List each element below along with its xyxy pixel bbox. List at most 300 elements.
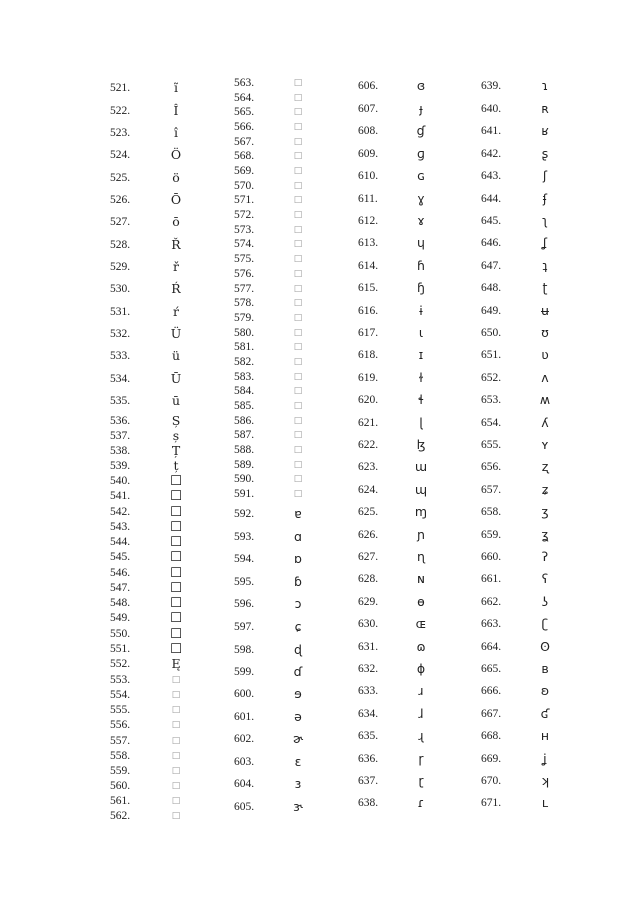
entry-glyph: ɝ	[293, 799, 303, 814]
entry-glyph: ū	[171, 393, 181, 408]
entry-glyph: ɗ	[293, 664, 303, 679]
table-row	[481, 169, 631, 183]
entry-number: 612.	[358, 215, 379, 227]
entry-number: 641.	[481, 125, 502, 137]
entry-number: 568.	[234, 150, 255, 162]
entry-glyph: Ŕ	[171, 281, 181, 296]
table-row	[481, 752, 631, 766]
entry-number: 590.	[234, 473, 255, 485]
entry-glyph: ɣ	[417, 191, 425, 206]
entry-number: 623.	[358, 461, 379, 473]
entry-number: 665.	[481, 663, 502, 675]
entry-number: 668.	[481, 730, 502, 742]
entry-number: 617.	[358, 327, 379, 339]
entry-number: 620.	[358, 394, 379, 406]
table-row	[481, 640, 631, 654]
entry-glyph: □	[293, 195, 303, 205]
entry-glyph: ʀ	[541, 101, 549, 116]
entry-number: 613.	[358, 237, 379, 249]
entry-number: 573.	[234, 224, 255, 236]
entry-glyph: ʔ	[541, 549, 549, 564]
entry-glyph: ɪ	[418, 347, 424, 362]
entry-glyph: ʚ	[540, 683, 550, 698]
entry-number: 544.	[110, 536, 131, 548]
entry-number: 580.	[234, 327, 255, 339]
entry-glyph: ü	[171, 348, 181, 363]
entry-number: 633.	[358, 685, 379, 697]
entry-glyph: Ę	[171, 656, 181, 671]
entry-glyph: ŕ	[173, 304, 179, 319]
table-row	[481, 79, 631, 93]
entry-glyph: □	[171, 736, 181, 746]
entry-glyph: □	[293, 181, 303, 191]
entry-number: 533.	[110, 350, 131, 362]
entry-glyph: ĩ	[174, 80, 178, 95]
entry-glyph: □	[293, 342, 303, 352]
entry-number: 645.	[481, 215, 502, 227]
entry-number: 586.	[234, 415, 255, 427]
entry-glyph: ɟ	[419, 101, 423, 116]
entry-number: 652.	[481, 372, 502, 384]
entry-glyph: □	[293, 357, 303, 367]
entry-number: 642.	[481, 148, 502, 160]
entry-number: 666.	[481, 685, 502, 697]
entry-number: 554.	[110, 689, 131, 701]
entry-number: 558.	[110, 750, 131, 762]
entry-glyph: □	[293, 298, 303, 308]
entry-glyph: ʟ	[541, 795, 549, 810]
entry-number: 583.	[234, 371, 255, 383]
table-row	[481, 460, 631, 474]
table-row	[481, 550, 631, 564]
entry-number: 547.	[110, 582, 131, 594]
entry-glyph: ɚ	[292, 731, 304, 746]
entry-number: 539.	[110, 460, 131, 472]
entry-number: 535.	[110, 395, 131, 407]
entry-number: 524.	[110, 149, 131, 161]
entry-number: 534.	[110, 373, 131, 385]
entry-number: 659.	[481, 529, 502, 541]
entry-number: 603.	[234, 756, 255, 768]
entry-glyph: Ū	[170, 371, 182, 386]
entry-number: 551.	[110, 643, 131, 655]
table-row	[481, 102, 631, 116]
entry-number: 588.	[234, 444, 255, 456]
entry-glyph: ɿ	[541, 78, 549, 93]
entry-number: 605.	[234, 801, 255, 813]
entry-number: 646.	[481, 237, 502, 249]
entry-glyph: ʙ	[541, 661, 549, 676]
entry-glyph: ʏ	[541, 437, 549, 452]
entry-glyph: ɳ	[416, 549, 426, 564]
entry-number: 669.	[481, 753, 502, 765]
table-row	[481, 729, 631, 743]
table-row	[481, 774, 631, 788]
entry-glyph: ɘ	[294, 686, 302, 701]
table-row	[481, 192, 631, 206]
entry-glyph: ʉ	[541, 303, 549, 318]
entry-number: 637.	[358, 775, 379, 787]
entry-number: 578.	[234, 297, 255, 309]
entry-glyph: ɩ	[418, 325, 424, 340]
entry-glyph: ☐	[169, 534, 183, 550]
entry-glyph: ☐	[169, 488, 183, 504]
entry-number: 655.	[481, 439, 502, 451]
entry-glyph: ʝ	[543, 751, 547, 766]
entry-glyph: ɮ	[416, 437, 426, 452]
entry-glyph: ʇ	[542, 258, 548, 273]
table-row	[481, 416, 631, 430]
entry-glyph: ʕ	[541, 571, 549, 586]
entry-number: 599.	[234, 666, 255, 678]
entry-number: 628.	[358, 573, 379, 585]
table-row	[481, 662, 631, 676]
entry-glyph: ɵ	[417, 594, 425, 609]
entry-glyph: □	[293, 445, 303, 455]
table-row	[481, 281, 631, 295]
entry-number: 566.	[234, 121, 255, 133]
entry-number: 658.	[481, 506, 502, 518]
entry-glyph: □	[171, 675, 181, 685]
entry-number: 574.	[234, 238, 255, 250]
table-row	[481, 796, 631, 810]
entry-glyph: ɠ	[416, 123, 426, 138]
entry-glyph: ☐	[169, 519, 183, 535]
entry-number: 593.	[234, 531, 255, 543]
entry-number: 625.	[358, 506, 379, 518]
entry-number: 629.	[358, 596, 379, 608]
entry-number: 560.	[110, 780, 131, 792]
entry-glyph: ș	[172, 428, 180, 443]
table-row	[481, 124, 631, 138]
entry-number: 661.	[481, 573, 502, 585]
entry-glyph: □	[293, 401, 303, 411]
entry-number: 570.	[234, 180, 255, 192]
entry-glyph: □	[171, 751, 181, 761]
entry-number: 597.	[234, 621, 255, 633]
entry-number: 559.	[110, 765, 131, 777]
entry-glyph: □	[293, 372, 303, 382]
entry-number: 670.	[481, 775, 502, 787]
entry-glyph: ɯ	[414, 459, 428, 474]
entry-glyph: ɱ	[414, 504, 428, 519]
entry-number: 606.	[358, 80, 379, 92]
entry-glyph: ʑ	[541, 482, 549, 497]
entry-glyph: ɷ	[416, 639, 426, 654]
entry-number: 576.	[234, 268, 255, 280]
table-row	[481, 707, 631, 721]
entry-glyph: ʈ	[542, 280, 548, 295]
entry-glyph: ʌ	[541, 370, 549, 385]
entry-glyph: ɥ	[417, 235, 425, 250]
entry-glyph: □	[293, 107, 303, 117]
entry-glyph: ʞ	[540, 773, 550, 788]
entry-number: 567.	[234, 136, 255, 148]
entry-number: 562.	[110, 810, 131, 822]
entry-number: 528.	[110, 239, 131, 251]
entry-number: 653.	[481, 394, 502, 406]
entry-glyph: ʎ	[541, 415, 549, 430]
entry-number: 638.	[358, 797, 379, 809]
entry-glyph: ɑ	[294, 529, 302, 544]
entry-number: 569.	[234, 165, 255, 177]
entry-number: 521.	[110, 82, 131, 94]
entry-glyph: ō	[172, 214, 180, 229]
entry-glyph: □	[293, 137, 303, 147]
entry-number: 529.	[110, 261, 131, 273]
entry-glyph: □	[171, 690, 181, 700]
entry-number: 548.	[110, 597, 131, 609]
entry-glyph: ɛ	[294, 754, 302, 769]
entry-glyph: ʊ	[541, 325, 549, 340]
table-row	[481, 684, 631, 698]
entry-number: 595.	[234, 576, 255, 588]
entry-number: 545.	[110, 551, 131, 563]
entry-glyph: ɓ	[294, 574, 302, 589]
entry-number: 614.	[358, 260, 379, 272]
entry-number: 640.	[481, 103, 502, 115]
entry-glyph: ɸ	[416, 661, 426, 676]
entry-number: 587.	[234, 429, 255, 441]
entry-number: 530.	[110, 283, 131, 295]
entry-glyph: □	[293, 474, 303, 484]
entry-number: 660.	[481, 551, 502, 563]
table-row	[481, 528, 631, 542]
entry-glyph: ɽ	[418, 773, 424, 788]
entry-number: 651.	[481, 349, 502, 361]
entry-glyph: ʃ	[542, 168, 548, 183]
entry-number: 611.	[358, 193, 378, 205]
entry-glyph: ʓ	[541, 527, 549, 542]
entry-glyph: ɡ	[417, 146, 425, 161]
table-row	[481, 147, 631, 161]
entry-glyph: ɧ	[417, 280, 425, 295]
entry-number: 631.	[358, 641, 379, 653]
entry-number: 610.	[358, 170, 379, 182]
entry-number: 526.	[110, 194, 131, 206]
entry-glyph: ɴ	[417, 571, 425, 586]
entry-glyph: □	[293, 269, 303, 279]
entry-number: 634.	[358, 708, 379, 720]
entry-glyph: ☐	[169, 580, 183, 596]
table-row	[481, 371, 631, 385]
table-row	[481, 236, 631, 250]
entry-number: 575.	[234, 253, 255, 265]
entry-number: 541.	[110, 490, 131, 502]
entry-number: 563.	[234, 77, 255, 89]
entry-glyph: ʂ	[541, 146, 549, 161]
table-row	[481, 572, 631, 586]
entry-number: 572.	[234, 209, 255, 221]
entry-number: 538.	[110, 445, 131, 457]
table-row	[481, 483, 631, 497]
entry-glyph: □	[171, 781, 181, 791]
entry-number: 615.	[358, 282, 379, 294]
entry-number: 532.	[110, 328, 131, 340]
entry-number: 626.	[358, 529, 379, 541]
entry-number: 627.	[358, 551, 379, 563]
entry-number: 591.	[234, 488, 255, 500]
entry-glyph: ț	[173, 458, 179, 473]
entry-number: 577.	[234, 283, 255, 295]
entry-glyph: ɹ	[418, 683, 424, 698]
entry-glyph: ʆ	[542, 235, 548, 250]
entry-glyph: ʍ	[539, 392, 551, 407]
entry-glyph: □	[171, 766, 181, 776]
entry-glyph: ɨ	[419, 303, 423, 318]
entry-glyph: □	[293, 430, 303, 440]
entry-number: 557.	[110, 735, 131, 747]
entry-glyph: ɬ	[417, 392, 425, 407]
entry-glyph: Ö	[170, 147, 182, 162]
table-row	[481, 505, 631, 519]
entry-number: 667.	[481, 708, 502, 720]
entry-number: 644.	[481, 193, 502, 205]
entry-number: 636.	[358, 753, 379, 765]
entry-glyph: ɭ	[419, 415, 423, 430]
entry-number: 565.	[234, 106, 255, 118]
entry-number: 601.	[234, 711, 255, 723]
entry-glyph: ɒ	[294, 551, 302, 566]
entry-glyph: □	[293, 239, 303, 249]
entry-glyph: ʛ	[540, 706, 550, 721]
entry-number: 600.	[234, 688, 255, 700]
entry-glyph: ɲ	[416, 527, 426, 542]
entry-glyph: □	[293, 386, 303, 396]
entry-number: 552.	[110, 658, 131, 670]
entry-glyph: Ō	[170, 192, 182, 207]
entry-glyph: ʗ	[541, 616, 549, 631]
entry-glyph: ɔ	[294, 596, 302, 611]
entry-number: 618.	[358, 349, 379, 361]
entry-number: 589.	[234, 459, 255, 471]
table-row	[481, 348, 631, 362]
entry-glyph: □	[171, 720, 181, 730]
entry-number: 531.	[110, 306, 131, 318]
entry-glyph: ɫ	[418, 370, 424, 385]
entry-glyph: ʄ	[542, 191, 548, 206]
entry-glyph: ʋ	[541, 347, 549, 362]
table-row	[481, 438, 631, 452]
entry-number: 647.	[481, 260, 502, 272]
entry-glyph: ʒ	[541, 504, 549, 519]
entry-glyph: ř	[173, 259, 179, 274]
entry-glyph: ☐	[169, 626, 183, 642]
entry-number: 564.	[234, 92, 255, 104]
entry-number: 584.	[234, 385, 255, 397]
entry-glyph: □	[293, 313, 303, 323]
table-row	[481, 214, 631, 228]
entry-number: 585.	[234, 400, 255, 412]
entry-number: 621.	[358, 417, 379, 429]
entry-number: 604.	[234, 778, 255, 790]
entry-number: 654.	[481, 417, 502, 429]
entry-number: 632.	[358, 663, 379, 675]
entry-number: 643.	[481, 170, 502, 182]
entry-glyph: □	[293, 254, 303, 264]
entry-number: 525.	[110, 172, 131, 184]
table-row	[481, 393, 631, 407]
entry-number: 609.	[358, 148, 379, 160]
entry-number: 579.	[234, 312, 255, 324]
entry-glyph: ʐ	[541, 459, 549, 474]
entry-number: 527.	[110, 216, 131, 228]
entry-glyph: ɜ	[294, 776, 302, 791]
character-column-4	[481, 0, 631, 903]
entry-number: 671.	[481, 797, 502, 809]
entry-glyph: î	[174, 125, 178, 140]
entry-glyph: ɦ	[417, 258, 425, 273]
entry-glyph: □	[293, 93, 303, 103]
entry-glyph: ☐	[169, 641, 183, 657]
entry-number: 630.	[358, 618, 379, 630]
entry-number: 622.	[358, 439, 379, 451]
entry-number: 522.	[110, 105, 131, 117]
entry-number: 602.	[234, 733, 255, 745]
entry-number: 598.	[234, 644, 255, 656]
entry-glyph: ʖ	[541, 594, 549, 609]
entry-glyph: □	[293, 489, 303, 499]
entry-number: 561.	[110, 795, 131, 807]
entry-glyph: ɕ	[294, 619, 302, 634]
entry-glyph: □	[171, 796, 181, 806]
entry-glyph: ɶ	[415, 616, 427, 631]
entry-glyph: Î	[173, 103, 179, 118]
entry-glyph: □	[293, 284, 303, 294]
entry-glyph: □	[171, 705, 181, 715]
entry-number: 582.	[234, 356, 255, 368]
entry-number: 656.	[481, 461, 502, 473]
entry-number: 549.	[110, 612, 131, 624]
entry-glyph: ☐	[169, 504, 183, 520]
entry-glyph: ☐	[169, 473, 183, 489]
entry-number: 619.	[358, 372, 379, 384]
entry-glyph: ɾ	[417, 795, 425, 810]
entry-number: 663.	[481, 618, 502, 630]
entry-number: 648.	[481, 282, 502, 294]
table-row	[481, 617, 631, 631]
entry-number: 546.	[110, 567, 131, 579]
entry-number: 571.	[234, 194, 255, 206]
entry-number: 650.	[481, 327, 502, 339]
entry-glyph: ☐	[169, 610, 183, 626]
entry-number: 542.	[110, 506, 131, 518]
entry-number: 523.	[110, 127, 131, 139]
entry-number: 536.	[110, 415, 131, 427]
entry-glyph: ɻ	[418, 728, 424, 743]
entry-glyph: □	[293, 416, 303, 426]
entry-number: 608.	[358, 125, 379, 137]
entry-number: 616.	[358, 305, 379, 317]
entry-number: 594.	[234, 553, 255, 565]
entry-number: 596.	[234, 598, 255, 610]
table-row	[481, 326, 631, 340]
table-row	[481, 304, 631, 318]
entry-number: 581.	[234, 341, 255, 353]
table-row	[481, 259, 631, 273]
entry-glyph: ɖ	[294, 642, 302, 657]
entry-glyph: □	[293, 78, 303, 88]
entry-number: 550.	[110, 628, 131, 640]
entry-number: 543.	[110, 521, 131, 533]
entry-glyph: ɼ	[418, 751, 424, 766]
entry-glyph: □	[293, 460, 303, 470]
entry-number: 657.	[481, 484, 502, 496]
entry-glyph: ɐ	[294, 506, 302, 521]
entry-glyph: ö	[172, 170, 180, 185]
entry-glyph: ʜ	[540, 728, 550, 743]
entry-number: 662.	[481, 596, 502, 608]
